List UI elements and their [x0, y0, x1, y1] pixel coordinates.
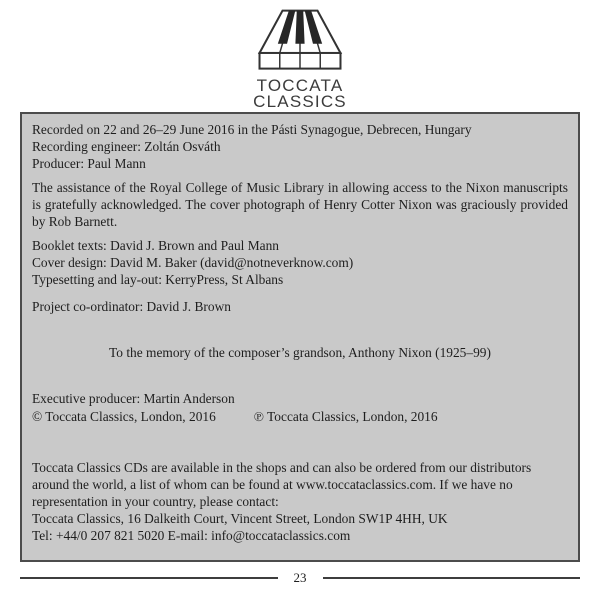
acknowledgement-paragraph: The assistance of the Royal College of Music Library in allowing access to the Nixon manuscripts is gratefully acknowledged. The cover photograph of Henry Cotter Nixon was graciously provided by Rob Barnett. — [32, 180, 568, 229]
booklet-texts-line: Booklet texts: David J. Brown and Paul Mann — [32, 238, 279, 253]
distribution-contact — [32, 459, 568, 544]
cover-design-line: Cover design: David M. Baker (david@notneverknow.com) — [32, 255, 354, 270]
logo-wordmark-line2: CLASSICS — [253, 91, 347, 111]
toccata-classics-logo — [0, 0, 600, 109]
page-number: 23 — [293, 570, 307, 585]
copyright-notice: © Toccata Classics, London, 2016 — [32, 409, 216, 424]
dedication-line: To the memory of the composer’s grandson, Anthony Nixon (1925–99) — [109, 345, 491, 360]
recording-engineer-line: Recording engineer: Zoltán Osváth — [32, 139, 221, 154]
production-credits — [32, 237, 568, 288]
contact-tel-email-line: Tel: +44/0 207 821 5020 E-mail: info@toccataclassics.com — [32, 528, 351, 543]
footer-rule-right — [323, 577, 581, 579]
footer-rule-left — [20, 577, 278, 579]
recording-details — [32, 121, 568, 172]
credits-box — [20, 112, 580, 562]
distribution-intro: Toccata Classics CDs are available in the shops and can also be ordered from our distributors around the world, a list of whom can be found at www.toccataclassics.com. If we have no representation in your country, please contact: — [32, 460, 532, 509]
copyright-row — [32, 408, 568, 425]
recording-location-line: Recorded on 22 and 26–29 June 2016 in the Pásti Synagogue, Debrecen, Hungary — [32, 122, 472, 137]
contact-address-line: Toccata Classics, 16 Dalkeith Court, Vincent Street, London SW1P 4HH, UK — [32, 511, 448, 526]
typesetting-line: Typesetting and lay-out: KerryPress, St Albans — [32, 272, 284, 287]
executive-producer-line: Executive producer: Martin Anderson — [32, 391, 235, 406]
piano-keys-icon — [254, 6, 346, 76]
page-footer — [20, 570, 580, 585]
phonogram-notice: ℗ Toccata Classics, London, 2016 — [253, 409, 438, 424]
project-coordinator-line: Project co-ordinator: David J. Brown — [32, 299, 231, 314]
producer-line: Producer: Paul Mann — [32, 156, 146, 171]
logo-wordmark — [253, 78, 347, 109]
logo-wordmark-line1: TOCCATA — [256, 76, 344, 95]
